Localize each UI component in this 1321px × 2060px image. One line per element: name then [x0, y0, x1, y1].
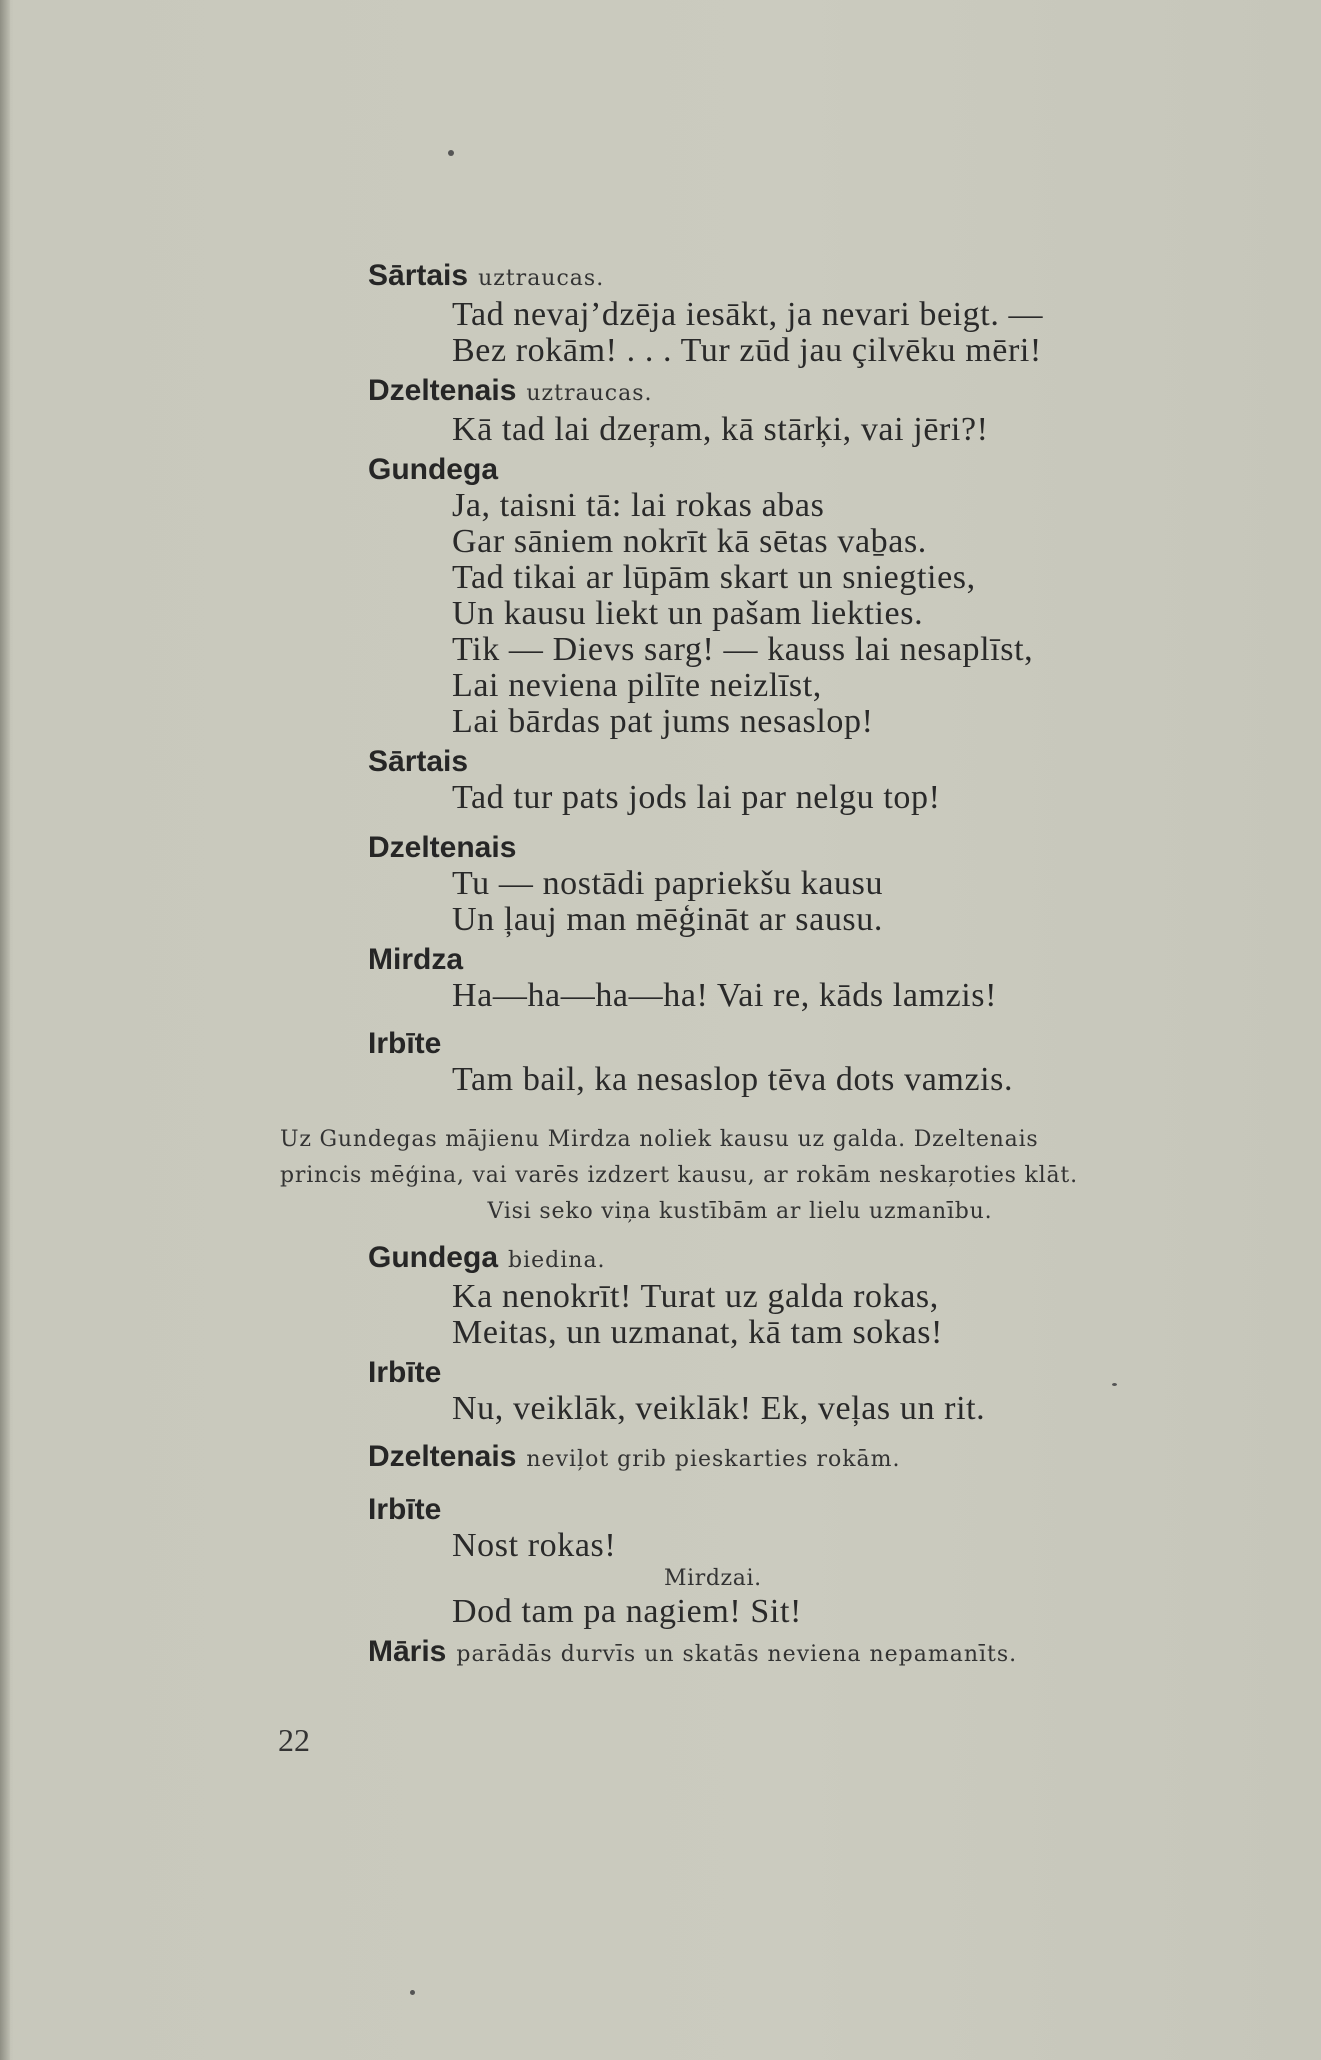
verse-line: Lai bārdas pat jums nesaslop!	[452, 703, 874, 740]
stage-direction-inline: biedina.	[508, 1248, 606, 1273]
speaker-name: Irbīte	[368, 1356, 442, 1389]
speaker-name: Irbīte	[368, 1493, 442, 1526]
speaker-label: Dzeltenais	[368, 1440, 517, 1473]
speech-block	[368, 830, 1228, 938]
speaker-name: Dzeltenais	[368, 831, 517, 864]
speaker-name: Irbīte	[368, 1027, 442, 1060]
verse-line: Kā tad lai dzeŗam, kā stārķi, vai jēri?!	[452, 411, 989, 448]
speaker-name: Mirdza	[368, 943, 464, 976]
verse-line: Bez rokām! . . . Tur zūd jau çilvēku mēri!	[452, 332, 1042, 369]
paper-speck	[410, 1990, 415, 1995]
speaker-name	[368, 258, 1228, 297]
verse-line: Tad tur pats jods lai par nelgu top!	[452, 779, 941, 816]
verse-line: Tad nevaj’dzēja iesākt, ja nevari beigt. —	[452, 296, 1044, 333]
verse-line: Ja, taisni tā: lai rokas abas	[452, 487, 825, 524]
speaker-label: Gundega	[368, 1241, 499, 1274]
stage-direction-line: princis mēģina, vai varēs izdzert kausu, ar rokām neskaŗoties klāt.	[280, 1163, 1078, 1188]
verse-line: Gar sāniem nokrīt kā sētas vaḇas.	[452, 523, 927, 560]
stage-direction-inline: uztraucas.	[478, 266, 605, 291]
speaker-label: Dzeltenais	[368, 374, 517, 407]
verse-line: Dod tam pa nagiem! Sit!	[452, 1593, 802, 1630]
speaker-name	[368, 1439, 1228, 1478]
verse-line: Ka nenokrīt! Turat uz galda rokas,	[452, 1278, 939, 1315]
dialogue-section-2	[368, 1240, 1228, 1673]
speech-block	[368, 452, 1228, 740]
speaker-label: Māris	[368, 1635, 447, 1668]
speech-block	[368, 258, 1228, 369]
speaker-label: Sārtais	[368, 259, 469, 292]
verse-line: Nu, veiklāk, veiklāk! Ek, veļas un rit.	[452, 1390, 986, 1427]
page-number: 22	[278, 1722, 310, 1758]
verse-line: Meitas, un uzmanat, kā tam sokas!	[452, 1314, 943, 1351]
verse-line: Tik — Dievs sarg! — kauss lai nesaplīst,	[452, 631, 1034, 668]
verse-line: Un kausu liekt un pašam liekties.	[452, 595, 924, 632]
speaker-name: Gundega	[368, 453, 499, 486]
verse-line: Tad tikai ar lūpām skart un sniegties,	[452, 559, 976, 596]
speaker-name	[368, 1240, 1228, 1279]
speech-block	[368, 1026, 1228, 1098]
verse-line: Tu — nostādi papriekšu kausu	[452, 865, 884, 902]
verse-line: Lai neviena pilīte neizlīst,	[452, 667, 822, 704]
stage-direction-inline: uztraucas.	[526, 381, 653, 406]
stage-direction-line: Visi seko viņa kustībām ar lielu uzmanību.	[487, 1199, 993, 1224]
speech-block	[368, 1355, 1228, 1427]
verse-line: Nost rokas!	[452, 1527, 617, 1564]
stage-direction-inline: parādās durvīs un skatās neviena nepamanīts.	[456, 1642, 1018, 1667]
speech-block	[368, 1492, 1228, 1630]
speech-block	[368, 373, 1228, 448]
page-edge-shadow	[0, 0, 10, 2060]
verse-line: Tam bail, ka nesaslop tēva dots vamzis.	[452, 1061, 1014, 1098]
speaker-name	[368, 373, 1228, 412]
dialogue-section-1	[368, 258, 1228, 1098]
speech-block	[368, 942, 1228, 1014]
verse-line: Ha—ha—ha—ha! Vai re, kāds lamzis!	[452, 977, 998, 1014]
speech-block	[368, 1439, 1228, 1478]
paper-speck	[448, 150, 454, 156]
verse-line: Un ļauj man mēģināt ar sausu.	[452, 901, 883, 938]
speaker-name	[368, 1634, 1228, 1673]
stage-direction-paragraph	[280, 1122, 1200, 1230]
stage-direction-line: Uz Gundegas mājienu Mirdza noliek kausu uz galda. Dzeltenais	[280, 1127, 1039, 1152]
stage-direction-centered: Mirdzai.	[664, 1566, 762, 1591]
speech-block	[368, 1240, 1228, 1351]
stage-direction-inline: neviļot grib pieskarties rokām.	[526, 1447, 901, 1472]
speech-block	[368, 1634, 1228, 1673]
speaker-name: Sārtais	[368, 745, 469, 778]
speech-block	[368, 744, 1228, 816]
